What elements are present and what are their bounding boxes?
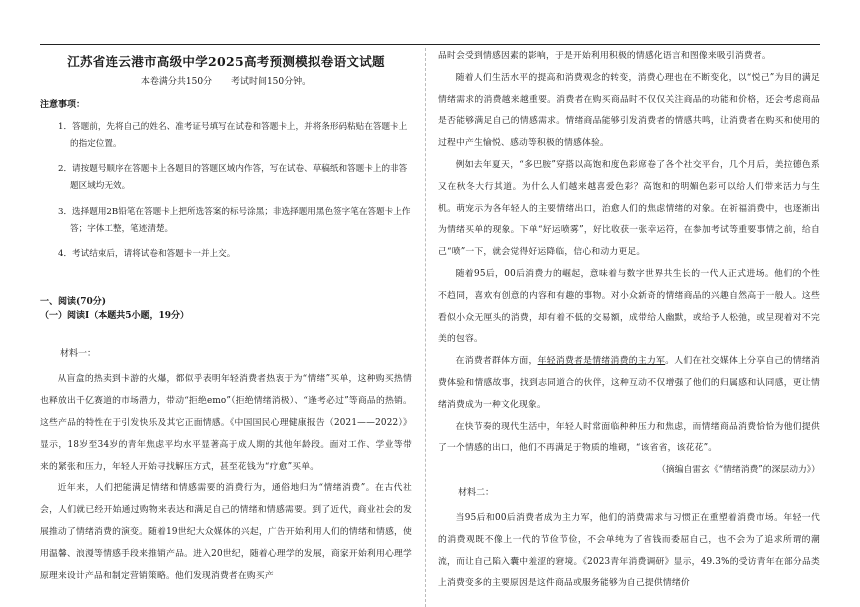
spacer [40,263,412,295]
underlined-key-sentence: 年轻消费者是情绪消费的主力军 [537,356,666,367]
material-1-source: （摘编自雷玄《“情绪消费”的深层动力》） [657,465,820,476]
notice-item-2: 2．请按题号顺序在答题卡上各题目的答题区域内作答，写在试卷、草稿纸和答题卡上的非答题区域均无效。 [58,164,408,192]
left-column [40,46,412,587]
material-1-paragraph-7: 在快节奏的现代生活中，年轻人时常面临种种压力和焦虑，而情绪商品消费恰恰为他们提供了一个情感的出口，他们不再满足于物质的堆砌，“该省省，该花花”。 [438,421,820,454]
exam-info [40,74,412,87]
notice-item-4: 4．考试结束后，请将试卷和答题卡一并上交。 [58,249,236,260]
exam-title: 江苏省连云港市高级中学2025高考预测模拟卷语文试题 [67,54,385,69]
score-info: 本卷满分共150分 [140,77,213,87]
notice-heading: 注意事项： [40,100,86,110]
material-1-paragraph-6 [438,351,820,416]
material-2-label: 材料二： [458,487,495,498]
right-column [438,46,820,595]
paragraph-6-lead: 在消费者群体方面， [455,356,538,367]
section-heading: 一、阅读(70分) [40,297,107,308]
top-rule [40,44,820,45]
paragraph-6-rest: 。人们在社交媒体上分享自己的情绪消费体验和情感故事，找到志同道合的伙伴，这种互动不仅增强了他们的归属感和认同感，更让情绪消费成为一种文化现象。 [438,356,820,410]
material-1-paragraph-4: 例如去年夏天，“多巴胺”穿搭以高饱和度色彩席卷了各个社交平台，几个月后，美拉德色系又在秋冬大行其道。为什么人们越来越喜爱色彩？高饱和的明媚色彩可以给人们带来活力与生机。萌宠示为各年轻人的主要情绪出口，治愈人们的焦虑情绪的对象。在祈福消费中，也逐渐出为情绪买单的现象。下单“好运喷雾”，好比收获一张幸运符，在参加考试等重要事情之前，给自己“喷”一下，就会觉得好运降临，信心和动力更足。 [438,159,820,258]
material-1-paragraph-2: 近年来，人们把能满足情绪和情感需要的消费行为，通俗地归为“情绪消费”。在古代社会，人们就已经开始通过购物来表达和满足自己的情绪和情感需要。到了近代，商业社会的发展推动了情绪消费的演变。随着19世纪大众媒体的兴起，广告开始利用人们的情绪和情感，使用温馨、浪漫等情感手段来推销产品。进入20世纪，随着心理学的发展，商家开始利用心理学原理来设计产品和制定营销策略。他们发现消费者在购买产 [40,483,412,581]
material-2-paragraph-1: 当95后和00后消费者成为主力军，他们的消费需求与习惯正在重塑着消费市场。年轻一代的消费观既不像上一代的节俭节俭，不会单纯为了省钱而委屈自己，也不会为了追求所谓的潮流，而让自己陷入囊中羞涩的窘境。《2023青年消费调研》显示，49.3%的受访青年在部分品类上消费变多的主要原因是这件商品或服务能够为自己提供情绪价 [438,512,820,589]
notice-item-1: 1．答题前，先将自己的姓名、准考证号填写在试卷和答题卡上，并将条形码粘贴在答题卡上的指定位置。 [58,121,408,149]
column-divider [425,48,426,607]
section-sub-heading: （一）阅读Ⅰ（本题共5小题，19分） [40,311,189,322]
material-1-paragraph-1: 从盲盒的热卖到卡游的火爆，都似乎表明年轻消费者热衷于为“情绪”买单，这种购买热情也释放出千亿赛道的市场潜力，带动“拒绝emo”（拒绝情绪消极）、“逢考必过”等商品的热销。这些产品的特性在于引发快乐及其它正面情感。《中国国民心理健康报告（2021——2022）》显示，18岁至34岁的青年焦虑平均水平显著高于成人期的其他年龄段。面对工作、学业等带来的紧张和压力，年轻人开始寻找解压方式，甚至花钱为“疗愈”买单。 [40,374,412,472]
material-1-paragraph-2-continued: 品时会受到情感因素的影响，于是开始利用积极的情感化语言和图像来吸引消费者。 [438,51,771,61]
time-info: 考试时间150分钟。 [230,77,312,87]
material-1-paragraph-5: 随着95后，00后消费力的崛起，意味着与数字世界共生长的一代人正式进场。他们的个性不趋同，喜欢有创意的内容和有趣的事物。对小众新奇的情绪商品的兴趣自然高于一般人。这些看似小众无厘头的消费，却有着不低的交易额，成带给人幽默，或给予人松弛，或呈现着对不完美的包容。 [438,268,820,345]
material-1-paragraph-3: 随着人们生活水平的提高和消费观念的转变，消费心理也在不断变化，以“悦己”为目的满足情绪需求的消费越来越重要。消费者在购买商品时不仅仅关注商品的功能和价格，还会考虑商品是否能够满足自己的情感需求。情绪商品能够引发消费者的情感共鸣，让消费者在购买和使用的过程中产生愉悦、感动等积极的情感体验。 [438,72,820,149]
material-1-label: 材料一： [60,349,97,360]
notice-item-3: 3．选择题用2B铅笔在答题卡上把所选答案的标号涂黑；非选择题用黑色签字笔在答题卡上作答；字体工整，笔迹清楚。 [58,206,411,234]
